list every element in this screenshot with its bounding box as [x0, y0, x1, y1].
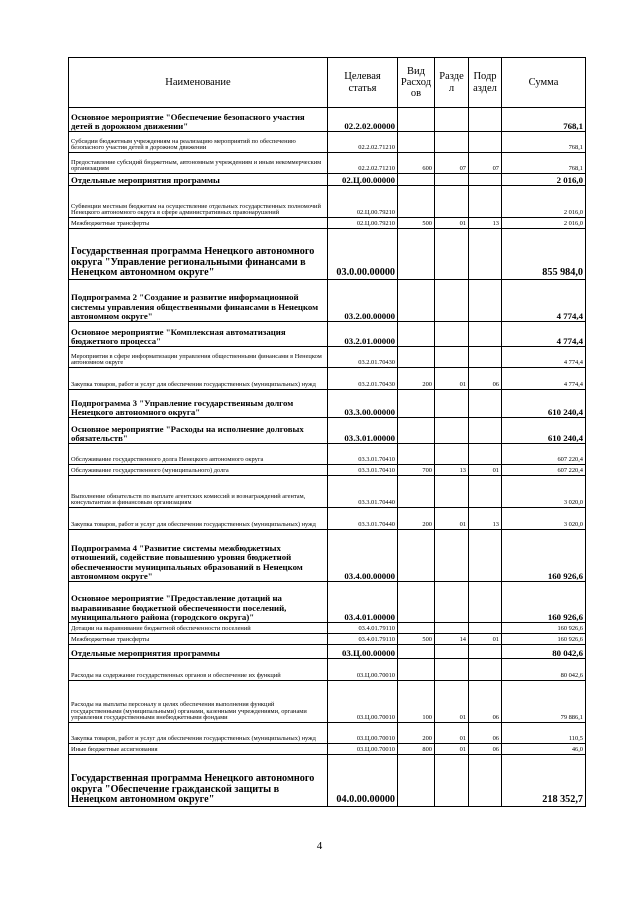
cell-subsection: 06: [469, 744, 502, 755]
cell-expense-type: [398, 444, 435, 465]
cell-subsection: [469, 322, 502, 347]
header-subsection: Подр аздел: [469, 58, 502, 108]
cell-name: Дотации на выравнивание бюджетной обеспеченности поселений: [69, 623, 328, 634]
cell-expense-type: [398, 174, 435, 186]
cell-amount: 2 016,0: [502, 186, 586, 218]
cell-section: [435, 659, 469, 681]
cell-section: [435, 132, 469, 153]
table-row: [69, 322, 586, 347]
cell-name: Предоставление субсидий бюджетным, автономным учреждениям и иным некоммерческим организациям: [69, 153, 328, 174]
cell-target-article: 02.Ц.00.79210: [328, 218, 398, 229]
cell-subsection: [469, 755, 502, 807]
cell-section: [435, 229, 469, 280]
cell-section: [435, 444, 469, 465]
cell-subsection: 06: [469, 368, 502, 390]
cell-expense-type: [398, 645, 435, 659]
cell-expense-type: [398, 347, 435, 368]
cell-name: Обслуживание государственного (муниципального) долга: [69, 465, 328, 476]
header-amount: Сумма: [502, 58, 586, 108]
cell-amount: 2 016,0: [502, 174, 586, 186]
cell-subsection: 01: [469, 465, 502, 476]
table-row: [69, 530, 586, 582]
table-row: [69, 347, 586, 368]
cell-amount: 218 352,7: [502, 755, 586, 807]
cell-expense-type: [398, 476, 435, 508]
cell-section: [435, 186, 469, 218]
cell-target-article: 03.4.01.00000: [328, 582, 398, 623]
cell-expense-type: [398, 108, 435, 132]
cell-target-article: 03.4.01.79110: [328, 623, 398, 634]
cell-target-article: 03.Ц.00.70010: [328, 681, 398, 723]
cell-target-article: 02.2.02.00000: [328, 108, 398, 132]
cell-target-article: 03.Ц.00.00000: [328, 645, 398, 659]
cell-expense-type: [398, 280, 435, 322]
table-row: [69, 153, 586, 174]
cell-amount: 79 886,1: [502, 681, 586, 723]
cell-expense-type: 200: [398, 723, 435, 744]
cell-subsection: 07: [469, 153, 502, 174]
cell-name: Закупка товаров, работ и услуг для обеспечения государственных (муниципальных) нужд: [69, 723, 328, 744]
cell-subsection: [469, 390, 502, 418]
cell-expense-type: [398, 132, 435, 153]
page-number: 4: [316, 840, 323, 852]
cell-subsection: [469, 582, 502, 623]
table-row: [69, 390, 586, 418]
cell-target-article: 02.Ц.00.79210: [328, 186, 398, 218]
table-row: [69, 465, 586, 476]
cell-amount: 607 220,4: [502, 465, 586, 476]
header-row: [69, 58, 586, 108]
cell-subsection: [469, 280, 502, 322]
table-row: [69, 744, 586, 755]
cell-subsection: 01: [469, 634, 502, 645]
cell-subsection: [469, 229, 502, 280]
cell-name: Государственная программа Ненецкого автономного округа "Обеспечение гражданской защиты в Ненецком автономном округе": [69, 755, 328, 807]
table-row: [69, 368, 586, 390]
table-row: [69, 444, 586, 465]
cell-section: 14: [435, 634, 469, 645]
cell-expense-type: [398, 229, 435, 280]
cell-name: Основное мероприятие "Обеспечение безопасного участия детей в дорожном движении": [69, 108, 328, 132]
cell-amount: 160 926,6: [502, 623, 586, 634]
cell-name: Мероприятия в сфере информатизации управления общественными финансами в Ненецком автономном округе: [69, 347, 328, 368]
cell-section: 07: [435, 153, 469, 174]
cell-expense-type: [398, 623, 435, 634]
cell-subsection: [469, 444, 502, 465]
cell-expense-type: 600: [398, 153, 435, 174]
cell-subsection: [469, 108, 502, 132]
cell-subsection: [469, 418, 502, 444]
cell-subsection: [469, 659, 502, 681]
table-row: [69, 108, 586, 132]
cell-amount: 610 240,4: [502, 418, 586, 444]
cell-section: [435, 108, 469, 132]
cell-name: Межбюджетные трансферты: [69, 634, 328, 645]
header-expense-type: Вид Расход ов: [398, 58, 435, 108]
cell-target-article: 03.2.01.00000: [328, 322, 398, 347]
table-row: [69, 508, 586, 530]
cell-target-article: 03.Ц.00.70010: [328, 723, 398, 744]
table-row: [69, 218, 586, 229]
cell-subsection: [469, 476, 502, 508]
cell-subsection: [469, 347, 502, 368]
table-row: [69, 681, 586, 723]
cell-expense-type: [398, 186, 435, 218]
cell-amount: 110,5: [502, 723, 586, 744]
cell-name: Подпрограмма 3 "Управление государственным долгом Ненецкого автономного округа": [69, 390, 328, 418]
cell-name: Государственная программа Ненецкого автономного округа "Управление региональными финансами в Ненецком автономном округе": [69, 229, 328, 280]
cell-name: Подпрограмма 2 "Создание и развитие информационной системы управления общественными финансами в Ненецком автономном округе": [69, 280, 328, 322]
cell-target-article: 03.3.01.00000: [328, 418, 398, 444]
cell-target-article: 03.3.01.70440: [328, 476, 398, 508]
cell-amount: 768,1: [502, 132, 586, 153]
table-row: [69, 280, 586, 322]
cell-amount: 160 926,6: [502, 634, 586, 645]
cell-amount: 4 774,4: [502, 280, 586, 322]
cell-section: [435, 322, 469, 347]
cell-name: Межбюджетные трансферты: [69, 218, 328, 229]
cell-name: Отдельные мероприятия программы: [69, 645, 328, 659]
cell-target-article: 04.0.00.00000: [328, 755, 398, 807]
cell-section: 01: [435, 508, 469, 530]
cell-name: Закупка товаров, работ и услуг для обеспечения государственных (муниципальных) нужд: [69, 508, 328, 530]
cell-name: Отдельные мероприятия программы: [69, 174, 328, 186]
cell-name: Основное мероприятие "Комплексная автоматизация бюджетного процесса": [69, 322, 328, 347]
cell-section: [435, 755, 469, 807]
table-row: [69, 623, 586, 634]
cell-section: [435, 530, 469, 582]
cell-name: Субсидии бюджетным учреждениям на реализацию мероприятий по обеспечению безопасного участия детей в дорожном движении: [69, 132, 328, 153]
cell-subsection: 06: [469, 723, 502, 744]
cell-section: 01: [435, 681, 469, 723]
cell-expense-type: 800: [398, 744, 435, 755]
cell-section: [435, 623, 469, 634]
cell-section: 13: [435, 465, 469, 476]
cell-section: 01: [435, 744, 469, 755]
cell-expense-type: [398, 755, 435, 807]
cell-amount: 80 042,6: [502, 659, 586, 681]
cell-name: Субвенции местным бюджетам на осуществление отдельных государственных полномочий Ненецкого автономного округа в сфере административных правонарушений: [69, 186, 328, 218]
cell-expense-type: 500: [398, 218, 435, 229]
header-section: Разде л: [435, 58, 469, 108]
cell-subsection: 06: [469, 681, 502, 723]
cell-amount: 768,1: [502, 153, 586, 174]
table-row: [69, 755, 586, 807]
cell-name: Иные бюджетные ассигнования: [69, 744, 328, 755]
cell-target-article: 03.Ц.00.70010: [328, 744, 398, 755]
table-row: [69, 634, 586, 645]
cell-amount: 768,1: [502, 108, 586, 132]
cell-name: Подпрограмма 4 "Развитие системы межбюджетных отношений, содействие повышению уровня бюджетной обеспеченности муниципальных образований в Ненецком автономном округе": [69, 530, 328, 582]
cell-section: [435, 476, 469, 508]
table-row: [69, 645, 586, 659]
cell-target-article: 03.3.01.70410: [328, 444, 398, 465]
table-row: [69, 132, 586, 153]
cell-target-article: 03.2.01.70430: [328, 368, 398, 390]
cell-expense-type: [398, 659, 435, 681]
cell-subsection: 13: [469, 218, 502, 229]
cell-amount: 160 926,6: [502, 582, 586, 623]
table-body: [69, 108, 586, 807]
cell-name: Основное мероприятие "Предоставление дотаций на выравнивание бюджетной обеспеченности поселений, муниципального района (городского округа)": [69, 582, 328, 623]
cell-section: 01: [435, 723, 469, 744]
header-name: Наименование: [69, 58, 328, 108]
budget-table: [68, 57, 586, 807]
cell-section: [435, 418, 469, 444]
table-row: [69, 723, 586, 744]
cell-subsection: [469, 623, 502, 634]
cell-name: Выполнение обязательств по выплате агентских комиссий и вознаграждений агентам, консультантам и финансовым организациям: [69, 476, 328, 508]
cell-target-article: 03.4.01.79110: [328, 634, 398, 645]
cell-expense-type: [398, 390, 435, 418]
cell-section: [435, 347, 469, 368]
cell-amount: 3 020,0: [502, 476, 586, 508]
cell-target-article: 02.2.02.71210: [328, 153, 398, 174]
cell-target-article: 03.3.01.70410: [328, 465, 398, 476]
table-row: [69, 174, 586, 186]
cell-name: Обслуживание государственного долга Ненецкого автономного округа: [69, 444, 328, 465]
cell-expense-type: 100: [398, 681, 435, 723]
table-row: [69, 659, 586, 681]
cell-amount: 4 774,4: [502, 368, 586, 390]
cell-target-article: 03.Ц.00.70010: [328, 659, 398, 681]
cell-subsection: 13: [469, 508, 502, 530]
table-row: [69, 476, 586, 508]
cell-amount: 46,0: [502, 744, 586, 755]
cell-section: [435, 390, 469, 418]
table-row: [69, 229, 586, 280]
cell-expense-type: 500: [398, 634, 435, 645]
cell-section: 01: [435, 218, 469, 229]
table-row: [69, 418, 586, 444]
cell-amount: 855 984,0: [502, 229, 586, 280]
cell-amount: 607 220,4: [502, 444, 586, 465]
cell-target-article: 03.3.00.00000: [328, 390, 398, 418]
cell-name: Закупка товаров, работ и услуг для обеспечения государственных (муниципальных) нужд: [69, 368, 328, 390]
cell-target-article: 03.4.00.00000: [328, 530, 398, 582]
cell-section: [435, 280, 469, 322]
cell-expense-type: 200: [398, 368, 435, 390]
cell-expense-type: [398, 530, 435, 582]
cell-expense-type: 700: [398, 465, 435, 476]
cell-amount: 3 020,0: [502, 508, 586, 530]
cell-target-article: 03.3.01.70440: [328, 508, 398, 530]
cell-expense-type: [398, 418, 435, 444]
cell-target-article: 03.2.01.70430: [328, 347, 398, 368]
cell-name: Расходы на содержание государственных органов и обеспечение их функций: [69, 659, 328, 681]
cell-amount: 4 774,4: [502, 322, 586, 347]
cell-name: Расходы на выплаты персоналу в целях обеспечения выполнения функций государственными (муниципальными) органами, казенными учреждениями, органами управления государственными внебюджетными фондами: [69, 681, 328, 723]
cell-amount: 610 240,4: [502, 390, 586, 418]
cell-amount: 80 042,6: [502, 645, 586, 659]
cell-subsection: [469, 132, 502, 153]
header-target-article: Целевая статья: [328, 58, 398, 108]
cell-subsection: [469, 645, 502, 659]
cell-amount: 160 926,6: [502, 530, 586, 582]
cell-section: [435, 174, 469, 186]
cell-subsection: [469, 530, 502, 582]
cell-section: [435, 645, 469, 659]
cell-name: Основное мероприятие "Расходы на исполнение долговых обязательств": [69, 418, 328, 444]
cell-subsection: [469, 174, 502, 186]
cell-expense-type: [398, 582, 435, 623]
cell-subsection: [469, 186, 502, 218]
table-row: [69, 582, 586, 623]
cell-expense-type: 200: [398, 508, 435, 530]
cell-amount: 4 774,4: [502, 347, 586, 368]
cell-target-article: 02.Ц.00.00000: [328, 174, 398, 186]
table-header: [69, 58, 586, 108]
cell-section: [435, 582, 469, 623]
cell-target-article: 03.2.00.00000: [328, 280, 398, 322]
cell-target-article: 03.0.00.00000: [328, 229, 398, 280]
cell-amount: 2 016,0: [502, 218, 586, 229]
cell-section: 01: [435, 368, 469, 390]
table-row: [69, 186, 586, 218]
cell-expense-type: [398, 322, 435, 347]
cell-target-article: 02.2.02.71210: [328, 132, 398, 153]
